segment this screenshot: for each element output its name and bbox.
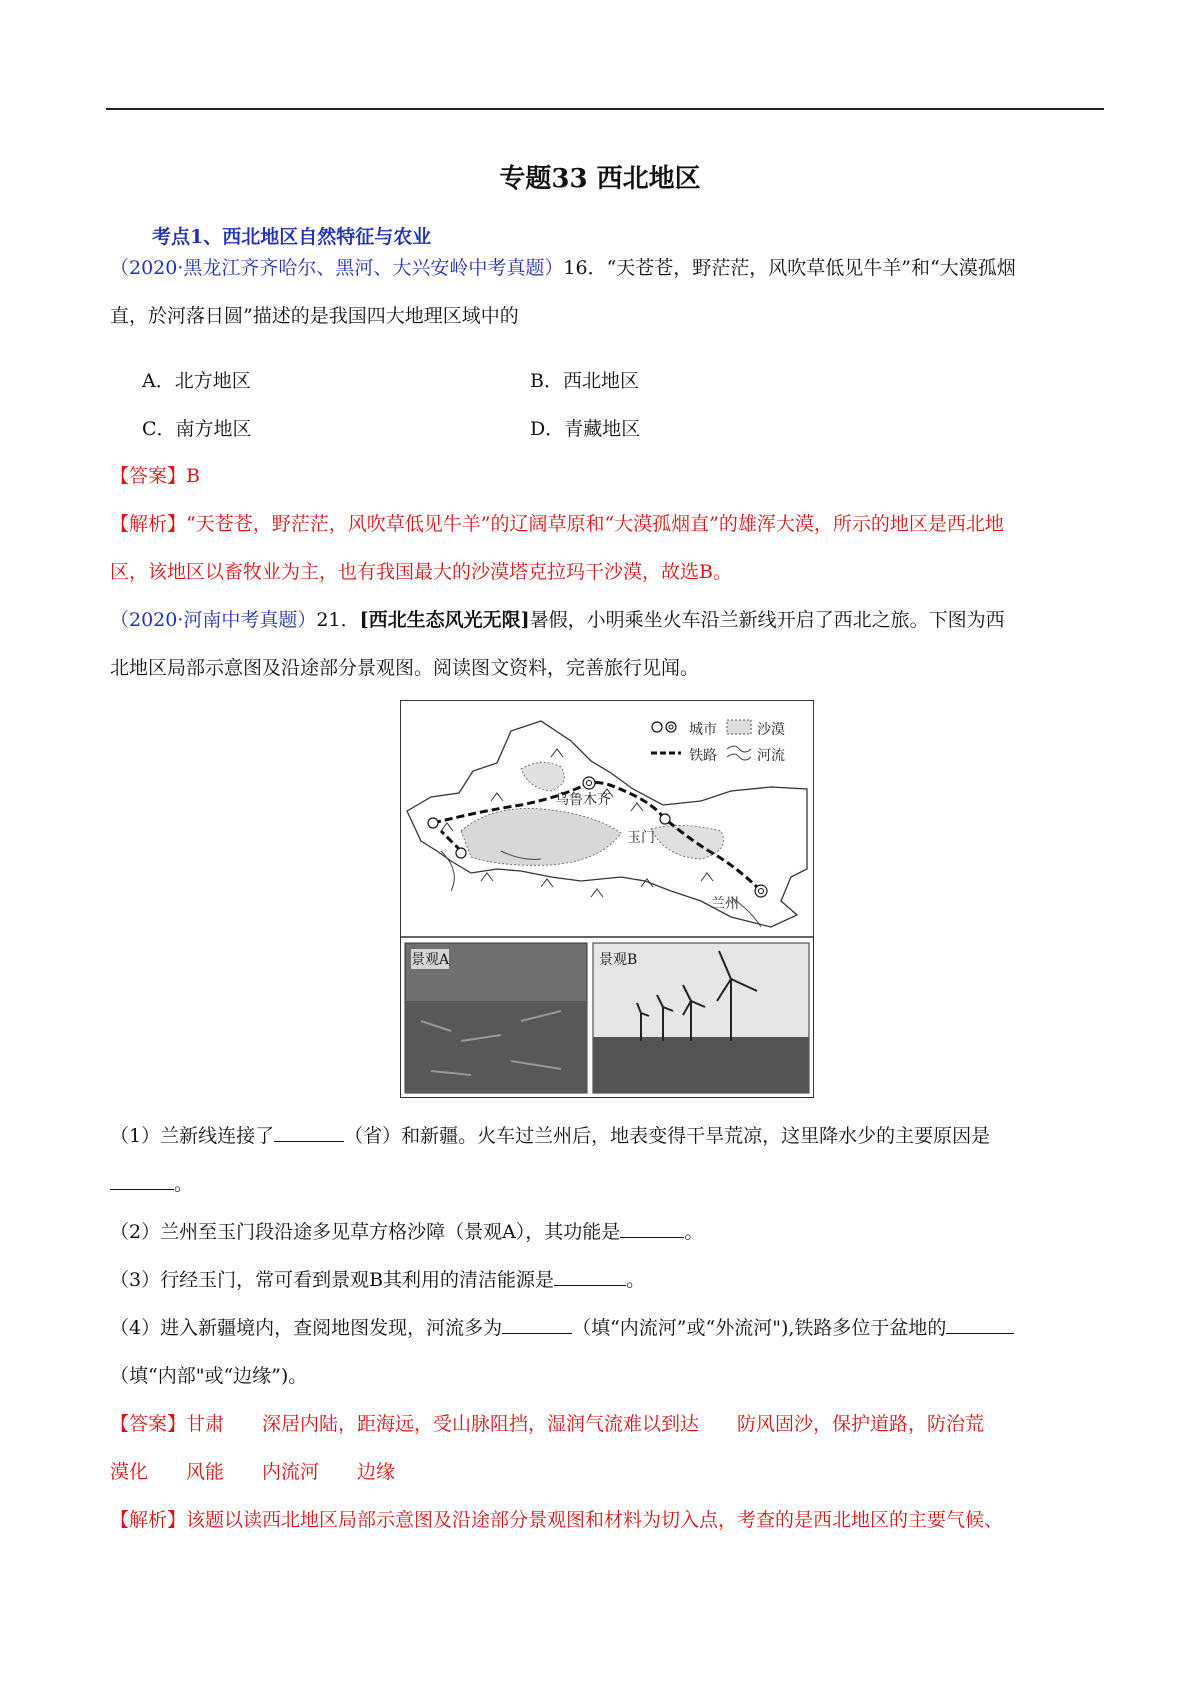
q21-sub2-a: （2）兰州至玉门段沿途多见草方格沙障（景观A），其功能是	[110, 1221, 621, 1243]
blank-line	[502, 1315, 572, 1334]
city-label-lanzhou: 兰州	[711, 896, 739, 912]
page-title: 专题33 西北地区	[499, 164, 701, 194]
photo-a-label: 景观A	[411, 949, 449, 969]
q21-answer-tag: 【答案】	[110, 1413, 187, 1435]
photo-scene-b-ground	[593, 1037, 809, 1093]
capital-marker-urumqi	[583, 777, 595, 789]
q21-sub2	[110, 1208, 1100, 1256]
city-label-urumqi: 乌鲁木齐	[555, 792, 611, 808]
legend-city-icon	[652, 722, 662, 732]
legend-railway-label: 铁路	[689, 748, 717, 764]
q21-stem-line1: 暑假，小明乘坐火车沿兰新线开启了西北之旅。下图为西	[529, 609, 1005, 631]
header-rule	[106, 108, 1104, 110]
q16-stem-line2: 直，於河落日圆”描述的是我国四大地理区域中的	[110, 305, 519, 327]
map-svg	[401, 701, 813, 1097]
q21-sub1	[110, 1112, 1100, 1208]
q16-analysis	[110, 500, 1100, 596]
legend-desert-icon	[727, 720, 751, 734]
photo-scene-a-ground	[405, 1001, 587, 1093]
q21-sub4-a: （4）进入新疆境内，查阅地图发现，河流多为	[110, 1317, 503, 1339]
q16-answer-tag: 【答案】	[110, 465, 187, 487]
q21-sub1-a: （1）兰新线连接了	[110, 1125, 275, 1147]
photo-b-label: 景观B	[599, 952, 638, 968]
q21-analysis	[110, 1496, 1100, 1544]
capital-marker-lanzhou	[755, 885, 767, 897]
q16-option-a: A．北方地区	[142, 370, 251, 392]
legend-city-label: 城市	[689, 722, 717, 738]
q21-sub1-b: （省）和新疆。火车过兰州后，地表变得干旱荒凉，这里降水少的主要原因是	[344, 1125, 991, 1147]
q21-sub4	[110, 1304, 1100, 1400]
q16-source: （2020·黑龙江齐齐哈尔、黑河、大兴安岭中考真题）	[110, 257, 564, 279]
q16-answer	[110, 452, 1100, 500]
q16-analysis-tag: 【解析】	[110, 513, 187, 535]
q21-analysis-tag: 【解析】	[110, 1509, 187, 1531]
q16-analysis-line1: “天苍苍，野茫茫，风吹草低见牛羊”的辽阔草原和“大漠孤烟直”的雄浑大漠，所示的地区是西北地	[186, 513, 1004, 535]
q16-analysis-line2: 区，该地区以畜牧业为主，也有我国最大的沙漠塔克拉玛干沙漠，故选B。	[110, 561, 732, 583]
q21-sub3-b: 。	[626, 1269, 646, 1291]
legend-river-label: 河流	[757, 748, 785, 764]
q21-stem	[110, 596, 1100, 692]
q21-answer-line1: 甘肃 深居内陆，距海远，受山脉阻挡，湿润气流难以到达 防风固沙，保护道路，防治荒	[186, 1413, 985, 1435]
q16-option-c: C．南方地区	[142, 418, 252, 440]
q21-sub4-c: （填“内部"或“边缘”)。	[110, 1365, 308, 1387]
q21-source: （2020·河南中考真题）	[110, 609, 317, 631]
q21-answer-line2: 漠化 风能 内流河 边缘	[110, 1461, 396, 1483]
q21-sub1-c: 。	[174, 1173, 194, 1195]
legend-desert-label: 沙漠	[757, 722, 785, 738]
q16-answer-value: B	[186, 465, 200, 487]
q16-stem	[110, 244, 1100, 340]
city-marker	[456, 848, 466, 858]
map-figure	[400, 700, 814, 1098]
q21-sub3-a: （3）行经玉门，常可看到景观B其利用的清洁能源是	[110, 1269, 555, 1291]
q21-sub2-b: 。	[684, 1221, 704, 1243]
blank-line	[620, 1219, 684, 1238]
legend-capital-icon	[666, 722, 676, 732]
q21-sub4-b: （填“内流河”或“外流河"),铁路多位于盆地的	[572, 1317, 947, 1339]
q16-option-d: D．青藏地区	[530, 418, 641, 440]
city-marker	[428, 818, 438, 828]
q16-stem-line1: 16．“天苍苍，野茫茫，风吹草低见牛羊”和“大漠孤烟	[563, 257, 1016, 279]
q21-stem-line2: 北地区局部示意图及沿途部分景观图。阅读图文资料，完善旅行见闻。	[110, 657, 700, 679]
q21-analysis-line1: 该题以读西北地区局部示意图及沿途部分景观图和材料为切入点，考查的是西北地区的主要气候、	[186, 1509, 1004, 1531]
q21-answer	[110, 1400, 1100, 1496]
city-label-yumen: 玉门	[627, 830, 655, 846]
blank-line	[110, 1171, 174, 1190]
q21-sub3	[110, 1256, 1100, 1304]
blank-line	[554, 1267, 626, 1286]
blank-line	[946, 1315, 1014, 1334]
q21-bracket: [西北生态风光无限]	[359, 609, 530, 631]
city-marker-yumen	[660, 814, 670, 824]
q16-option-b: B．西北地区	[530, 370, 639, 392]
blank-line	[274, 1123, 344, 1142]
q21-num: 21．	[316, 609, 360, 631]
section-heading: 考点1、西北地区自然特征与农业	[152, 226, 432, 248]
